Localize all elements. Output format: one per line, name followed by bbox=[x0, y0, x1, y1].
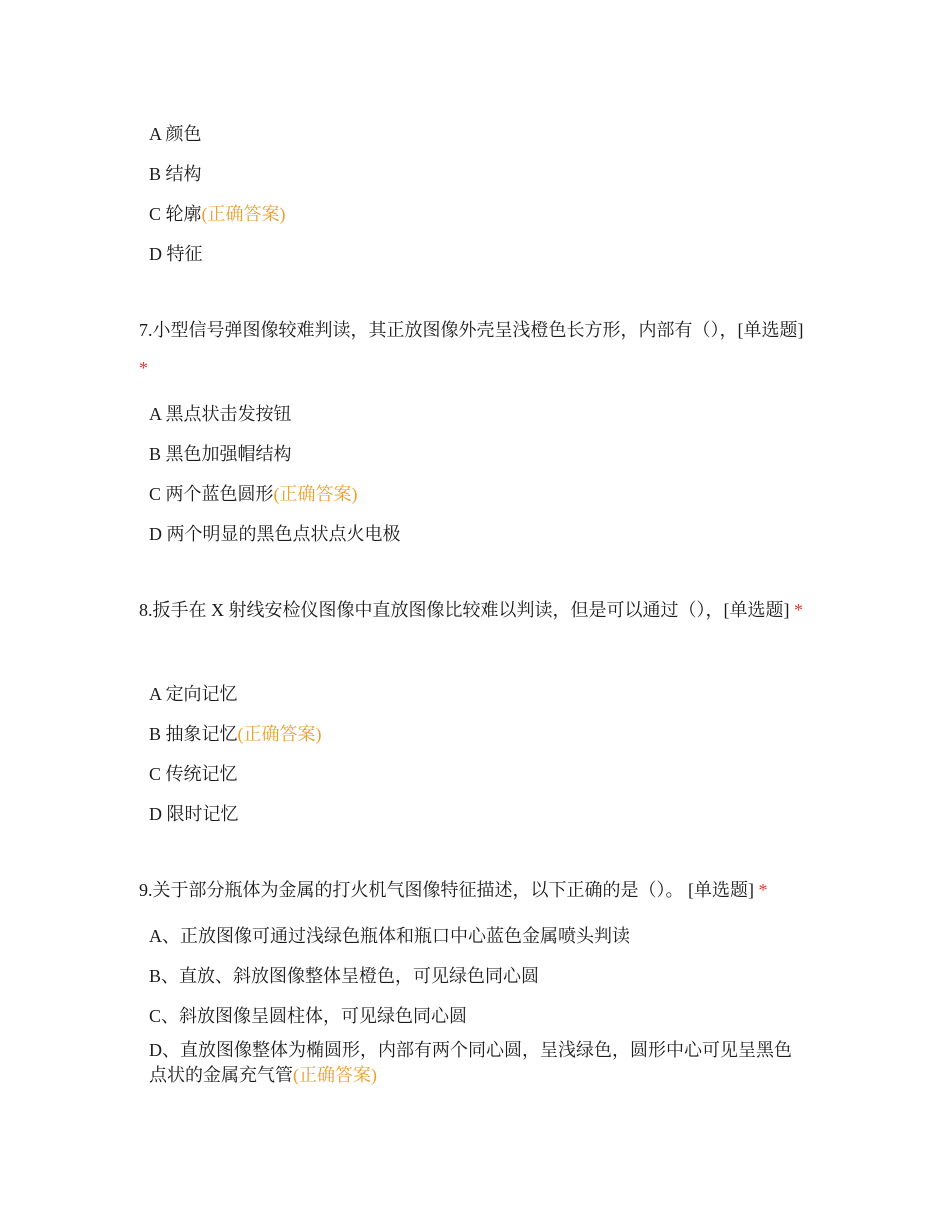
correct-answer-marker: (正确答案) bbox=[273, 484, 358, 504]
required-asterisk: * bbox=[139, 358, 148, 378]
correct-answer-marker: (正确答案) bbox=[237, 724, 322, 744]
q6-option-b-label: B 结构 bbox=[149, 164, 202, 184]
q6-option-c bbox=[149, 203, 286, 225]
q9-question-label: 9.关于部分瓶体为金属的打火机气图像特征描述，以下正确的是（）。 [单选题] bbox=[139, 880, 754, 900]
q7-question-text bbox=[139, 311, 809, 387]
q7-option-c-label: C 两个蓝色圆形 bbox=[149, 484, 274, 504]
q7-option-b-label: B 黑色加强帽结构 bbox=[149, 444, 292, 464]
q7-option-c bbox=[149, 483, 358, 505]
q9-question-text bbox=[139, 871, 809, 909]
q8-question-label: 8.扳手在 X 射线安检仪图像中直放图像比较难以判读，但是可以通过（），[单选题] bbox=[139, 600, 790, 620]
q7-option-d bbox=[149, 523, 401, 545]
q7-option-a-label: A 黑点状击发按钮 bbox=[149, 404, 292, 424]
q8-question-text bbox=[139, 591, 809, 629]
q8-option-c-label: C 传统记忆 bbox=[149, 764, 238, 784]
q7-question-label: 7.小型信号弹图像较难判读，其正放图像外壳呈浅橙色长方形，内部有（），[单选题] bbox=[139, 320, 804, 340]
required-asterisk: * bbox=[793, 600, 803, 620]
q9-option-a-label: A、正放图像可通过浅绿色瓶体和瓶口中心蓝色金属喷头判读 bbox=[149, 926, 630, 946]
q6-option-a-label: A 颜色 bbox=[149, 124, 202, 144]
q9-option-c-label: C、斜放图像呈圆柱体，可见绿色同心圆 bbox=[149, 1006, 468, 1026]
q9-option-d bbox=[149, 1038, 809, 1088]
q8-option-d bbox=[149, 803, 239, 825]
q7-option-d-label: D 两个明显的黑色点状点火电极 bbox=[149, 524, 401, 544]
q9-option-b-label: B、直放、斜放图像整体呈橙色，可见绿色同心圆 bbox=[149, 966, 540, 986]
correct-answer-marker: (正确答案) bbox=[201, 204, 286, 224]
q9-option-b bbox=[149, 965, 539, 987]
q7-option-b bbox=[149, 443, 292, 465]
q9-option-d-label: D、直放图像整体为椭圆形，内部有两个同心圆，呈浅绿色，圆形中心可见呈黑色点状的金属充气管 bbox=[149, 1040, 792, 1085]
q8-option-a bbox=[149, 683, 238, 705]
q6-option-d-label: D 特征 bbox=[149, 244, 203, 264]
q8-option-c bbox=[149, 763, 238, 785]
correct-answer-marker: (正确答案) bbox=[293, 1065, 377, 1085]
q8-option-a-label: A 定向记忆 bbox=[149, 684, 238, 704]
q8-option-b bbox=[149, 723, 322, 745]
q7-option-a bbox=[149, 403, 292, 425]
required-asterisk: * bbox=[758, 880, 768, 900]
q6-option-a bbox=[149, 123, 202, 145]
q8-option-d-label: D 限时记忆 bbox=[149, 804, 239, 824]
q9-option-a bbox=[149, 925, 630, 947]
q6-option-d bbox=[149, 243, 203, 265]
q6-option-b bbox=[149, 163, 202, 185]
q6-option-c-label: C 轮廓 bbox=[149, 204, 202, 224]
q9-option-c bbox=[149, 1005, 467, 1027]
q8-option-b-label: B 抽象记忆 bbox=[149, 724, 238, 744]
